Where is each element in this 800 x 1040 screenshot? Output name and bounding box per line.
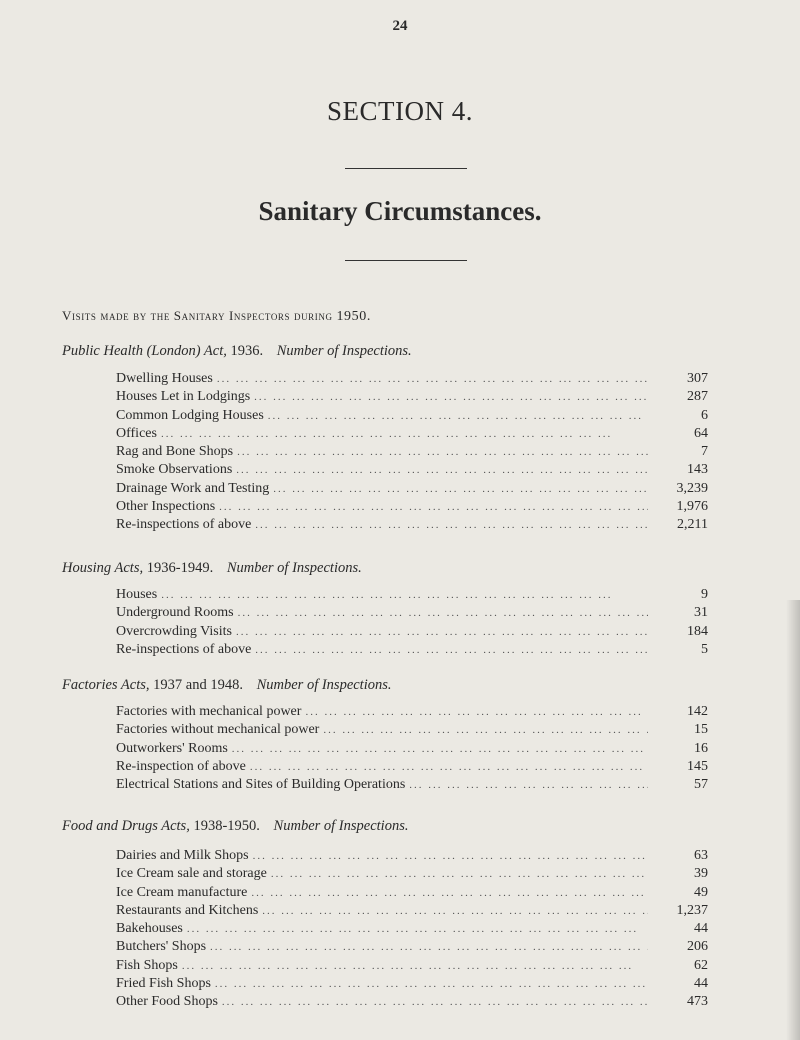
group-subheading: Number of Inspections. [256,677,392,693]
row-label: Outworkers' Rooms [116,740,228,756]
act-years: 1936-1949. [146,560,214,576]
table-row [116,624,708,642]
row-label: Other Food Shops [116,994,218,1010]
dot-leader [217,373,648,385]
dot-leader [255,644,648,656]
row-label: Re-inspections of above [116,517,252,533]
row-label: Electrical Stations and Sites of Building Operations [116,777,406,793]
table-row [116,462,708,480]
dot-leader [222,996,648,1008]
dot-leader [251,887,648,899]
row-label: Overcrowding Visits [116,623,232,639]
act-years: 1938-1950. [193,818,260,834]
table-row [116,408,708,426]
table-row [116,642,708,660]
act-years: 1937 and 1948. [153,677,243,693]
dot-leader [273,483,648,495]
dot-leader [253,850,648,862]
dot-leader [238,607,648,619]
row-label: Common Lodging Houses [116,407,264,423]
row-label: Underground Rooms [116,605,234,621]
table-row [116,921,708,939]
dot-leader [161,589,648,601]
page-edge-shadow [786,600,800,1040]
row-value: 15 [694,722,708,738]
row-label: Fried Fish Shops [116,976,211,992]
group-subheading: Number of Inspections. [276,343,412,359]
group-heading-public-health [62,343,412,360]
row-value: 143 [687,462,708,478]
row-value: 2,211 [677,517,708,533]
group-heading-housing [62,560,362,577]
table-row [116,777,708,795]
row-label: Bakehouses [116,921,183,937]
row-label: Factories with mechanical power [116,704,302,719]
table-row [116,704,708,722]
row-value: 473 [687,994,708,1010]
row-value: 39 [694,866,708,882]
rows-housing [116,587,708,660]
row-value: 206 [687,939,708,955]
row-value: 44 [694,921,708,937]
table-row [116,499,708,517]
row-label: Ice Cream sale and storage [116,866,267,882]
row-value: 287 [687,389,708,405]
intro-text: Visits made by the Sanitary Inspectors during [62,308,333,323]
table-row [116,426,708,444]
table-row [116,587,708,605]
divider-bottom [345,260,467,261]
table-row [116,517,708,535]
table-row [116,605,708,623]
dot-leader [255,519,648,531]
act-title: Factories Acts, [62,677,150,693]
row-label: Factories without mechanical power [116,722,320,738]
row-value: 62 [694,957,708,973]
dot-leader [236,464,648,476]
row-value: 64 [694,425,708,441]
row-value: 1,976 [676,499,708,515]
table-row [116,976,708,994]
group-heading-food-drugs [62,818,408,835]
table-row [116,371,708,389]
dot-leader [182,960,648,972]
dot-leader [187,923,648,935]
dot-leader [268,410,648,422]
intro-year: 1950. [336,309,371,324]
table-row [116,885,708,903]
divider-top [345,168,467,169]
row-value: 307 [687,371,708,386]
dot-leader [409,779,648,791]
dot-leader [210,941,648,953]
row-value: 3,239 [676,480,708,496]
table-row [116,994,708,1012]
page-number: 24 [392,18,408,34]
row-value: 31 [694,605,708,621]
row-label: Smoke Observations [116,462,233,478]
table-row [116,903,708,921]
table-row [116,866,708,884]
dot-leader [219,501,648,513]
row-value: 142 [687,704,708,719]
group-subheading: Number of Inspections. [226,560,362,576]
row-value: 44 [694,976,708,992]
act-title: Public Health (London) Act, [62,343,227,359]
row-value: 7 [701,444,708,460]
dot-leader [215,978,648,990]
group-subheading: Number of Inspections. [273,818,409,834]
row-value: 16 [694,740,708,756]
act-title: Food and Drugs Acts, [62,818,190,834]
dot-leader [250,761,648,773]
table-row [116,481,708,499]
row-value: 1,237 [676,902,708,918]
group-heading-factories [62,677,392,694]
row-value: 63 [694,848,708,863]
dot-leader [161,428,648,440]
table-row [116,759,708,777]
table-row [116,722,708,740]
row-label: Re-inspections of above [116,641,252,657]
dot-leader [254,391,648,403]
dot-leader [305,706,648,718]
row-label: Fish Shops [116,957,178,973]
row-label: Dairies and Milk Shops [116,848,249,863]
dot-leader [323,724,648,736]
row-label: Rag and Bone Shops [116,444,234,460]
dot-leader [232,743,648,755]
subtitle: Sanitary Circumstances. [258,196,542,226]
intro-heading [62,308,371,325]
row-label: Drainage Work and Testing [116,480,270,496]
act-years: 1936. [230,343,264,359]
row-label: Dwelling Houses [116,371,213,386]
row-label: Butchers' Shops [116,939,207,955]
dot-leader [262,905,648,917]
row-label: Houses [116,587,158,602]
row-value: 57 [694,777,708,793]
row-label: Other Inspections [116,499,216,515]
row-label: Houses Let in Lodgings [116,389,251,405]
table-row [116,958,708,976]
row-value: 145 [687,758,708,774]
table-row [116,848,708,866]
section-title: SECTION 4. [327,96,473,126]
rows-factories [116,704,708,795]
table-row [116,741,708,759]
row-label: Restaurants and Kitchens [116,902,259,918]
row-value: 184 [687,623,708,639]
dot-leader [271,868,648,880]
row-label: Re-inspection of above [116,758,246,774]
act-title: Housing Acts, [62,560,144,576]
table-row [116,939,708,957]
row-value: 9 [701,587,708,602]
row-value: 5 [701,641,708,657]
row-label: Ice Cream manufacture [116,884,248,900]
row-value: 49 [694,884,708,900]
row-value: 6 [701,407,708,423]
rows-food-drugs [116,848,708,1013]
dot-leader [236,626,648,638]
row-label: Offices [116,425,157,441]
rows-public-health [116,371,708,536]
table-row [116,389,708,407]
dot-leader [237,446,648,458]
table-row [116,444,708,462]
